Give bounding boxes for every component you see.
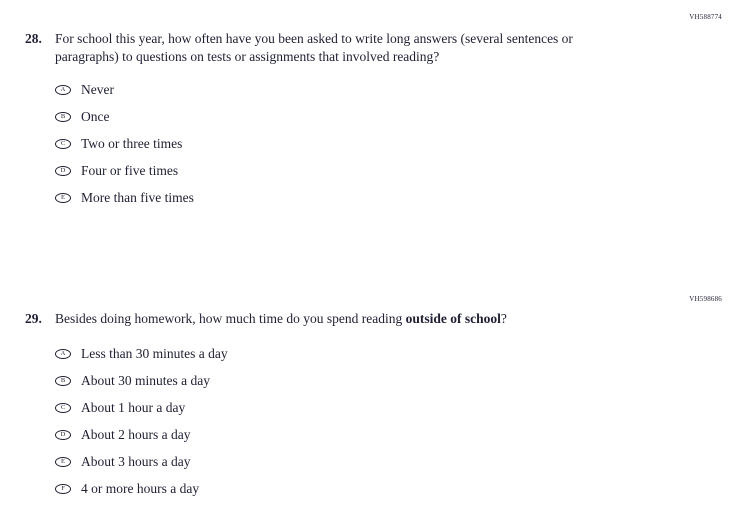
- answer-oval-icon[interactable]: [55, 193, 71, 203]
- answer-oval-icon[interactable]: [55, 457, 71, 467]
- question-29-text: [55, 310, 620, 328]
- question-29-options: [55, 341, 704, 503]
- option-about-2-hours[interactable]: [55, 422, 704, 449]
- option-label: About 1 hour a day: [81, 400, 186, 416]
- question-29: [25, 310, 704, 502]
- oval-letter: C: [60, 404, 66, 412]
- question-29-text-before: Besides doing homework, how much time do you spend reading: [55, 311, 406, 327]
- question-29-text-bold: outside of school: [405, 311, 501, 327]
- option-about-1-hour[interactable]: [55, 395, 704, 422]
- answer-oval-icon[interactable]: [55, 112, 71, 122]
- option-never[interactable]: [55, 76, 704, 103]
- item-code-29: VH598686: [689, 295, 722, 304]
- oval-letter: D: [60, 431, 66, 439]
- option-about-30-minutes[interactable]: [55, 368, 704, 395]
- option-about-3-hours[interactable]: [55, 449, 704, 476]
- oval-letter: E: [61, 458, 65, 466]
- answer-oval-icon[interactable]: [55, 376, 71, 386]
- option-4-or-more-hours[interactable]: [55, 476, 704, 503]
- question-28-number: 28.: [25, 31, 42, 46]
- answer-oval-icon[interactable]: [55, 403, 71, 413]
- option-label: Less than 30 minutes a day: [81, 346, 228, 362]
- oval-letter: A: [60, 85, 66, 93]
- option-label: About 2 hours a day: [81, 427, 191, 443]
- oval-letter: B: [60, 377, 66, 385]
- option-label: 4 or more hours a day: [81, 481, 200, 497]
- question-29-number: 29.: [25, 311, 42, 327]
- option-label: Never: [81, 81, 114, 97]
- answer-oval-icon[interactable]: [55, 484, 71, 494]
- answer-oval-icon[interactable]: [55, 349, 71, 359]
- option-more-than-five-times[interactable]: [55, 184, 704, 211]
- option-label: About 3 hours a day: [81, 454, 191, 470]
- option-label: More than five times: [81, 189, 194, 205]
- oval-letter: F: [61, 485, 65, 493]
- answer-oval-icon[interactable]: [55, 166, 71, 176]
- answer-oval-icon[interactable]: [55, 430, 71, 440]
- option-label: Once: [81, 108, 110, 124]
- option-label: Two or three times: [81, 135, 183, 151]
- oval-letter: E: [61, 193, 65, 201]
- option-two-or-three-times[interactable]: [55, 130, 704, 157]
- question-29-text-after: ?: [500, 311, 507, 327]
- option-less-than-30-minutes[interactable]: [55, 341, 704, 368]
- option-four-or-five-times[interactable]: [55, 157, 704, 184]
- oval-letter: C: [60, 139, 66, 147]
- option-label: About 30 minutes a day: [81, 373, 210, 389]
- question-28: [25, 30, 704, 211]
- answer-oval-icon[interactable]: [55, 139, 71, 149]
- oval-letter: D: [60, 166, 66, 174]
- option-label: Four or five times: [81, 162, 179, 178]
- oval-letter: B: [60, 112, 66, 120]
- question-28-text: For school this year, how often have you been asked to write long answers (several sentences or paragraphs) to questions on tests or assignments that involved reading?: [55, 31, 573, 65]
- option-once[interactable]: [55, 103, 704, 130]
- item-code-28: VH588774: [689, 13, 722, 21]
- answer-oval-icon[interactable]: [55, 85, 71, 95]
- question-28-options: [55, 76, 704, 211]
- oval-letter: A: [60, 350, 66, 358]
- blank-gap: [0, 211, 744, 295]
